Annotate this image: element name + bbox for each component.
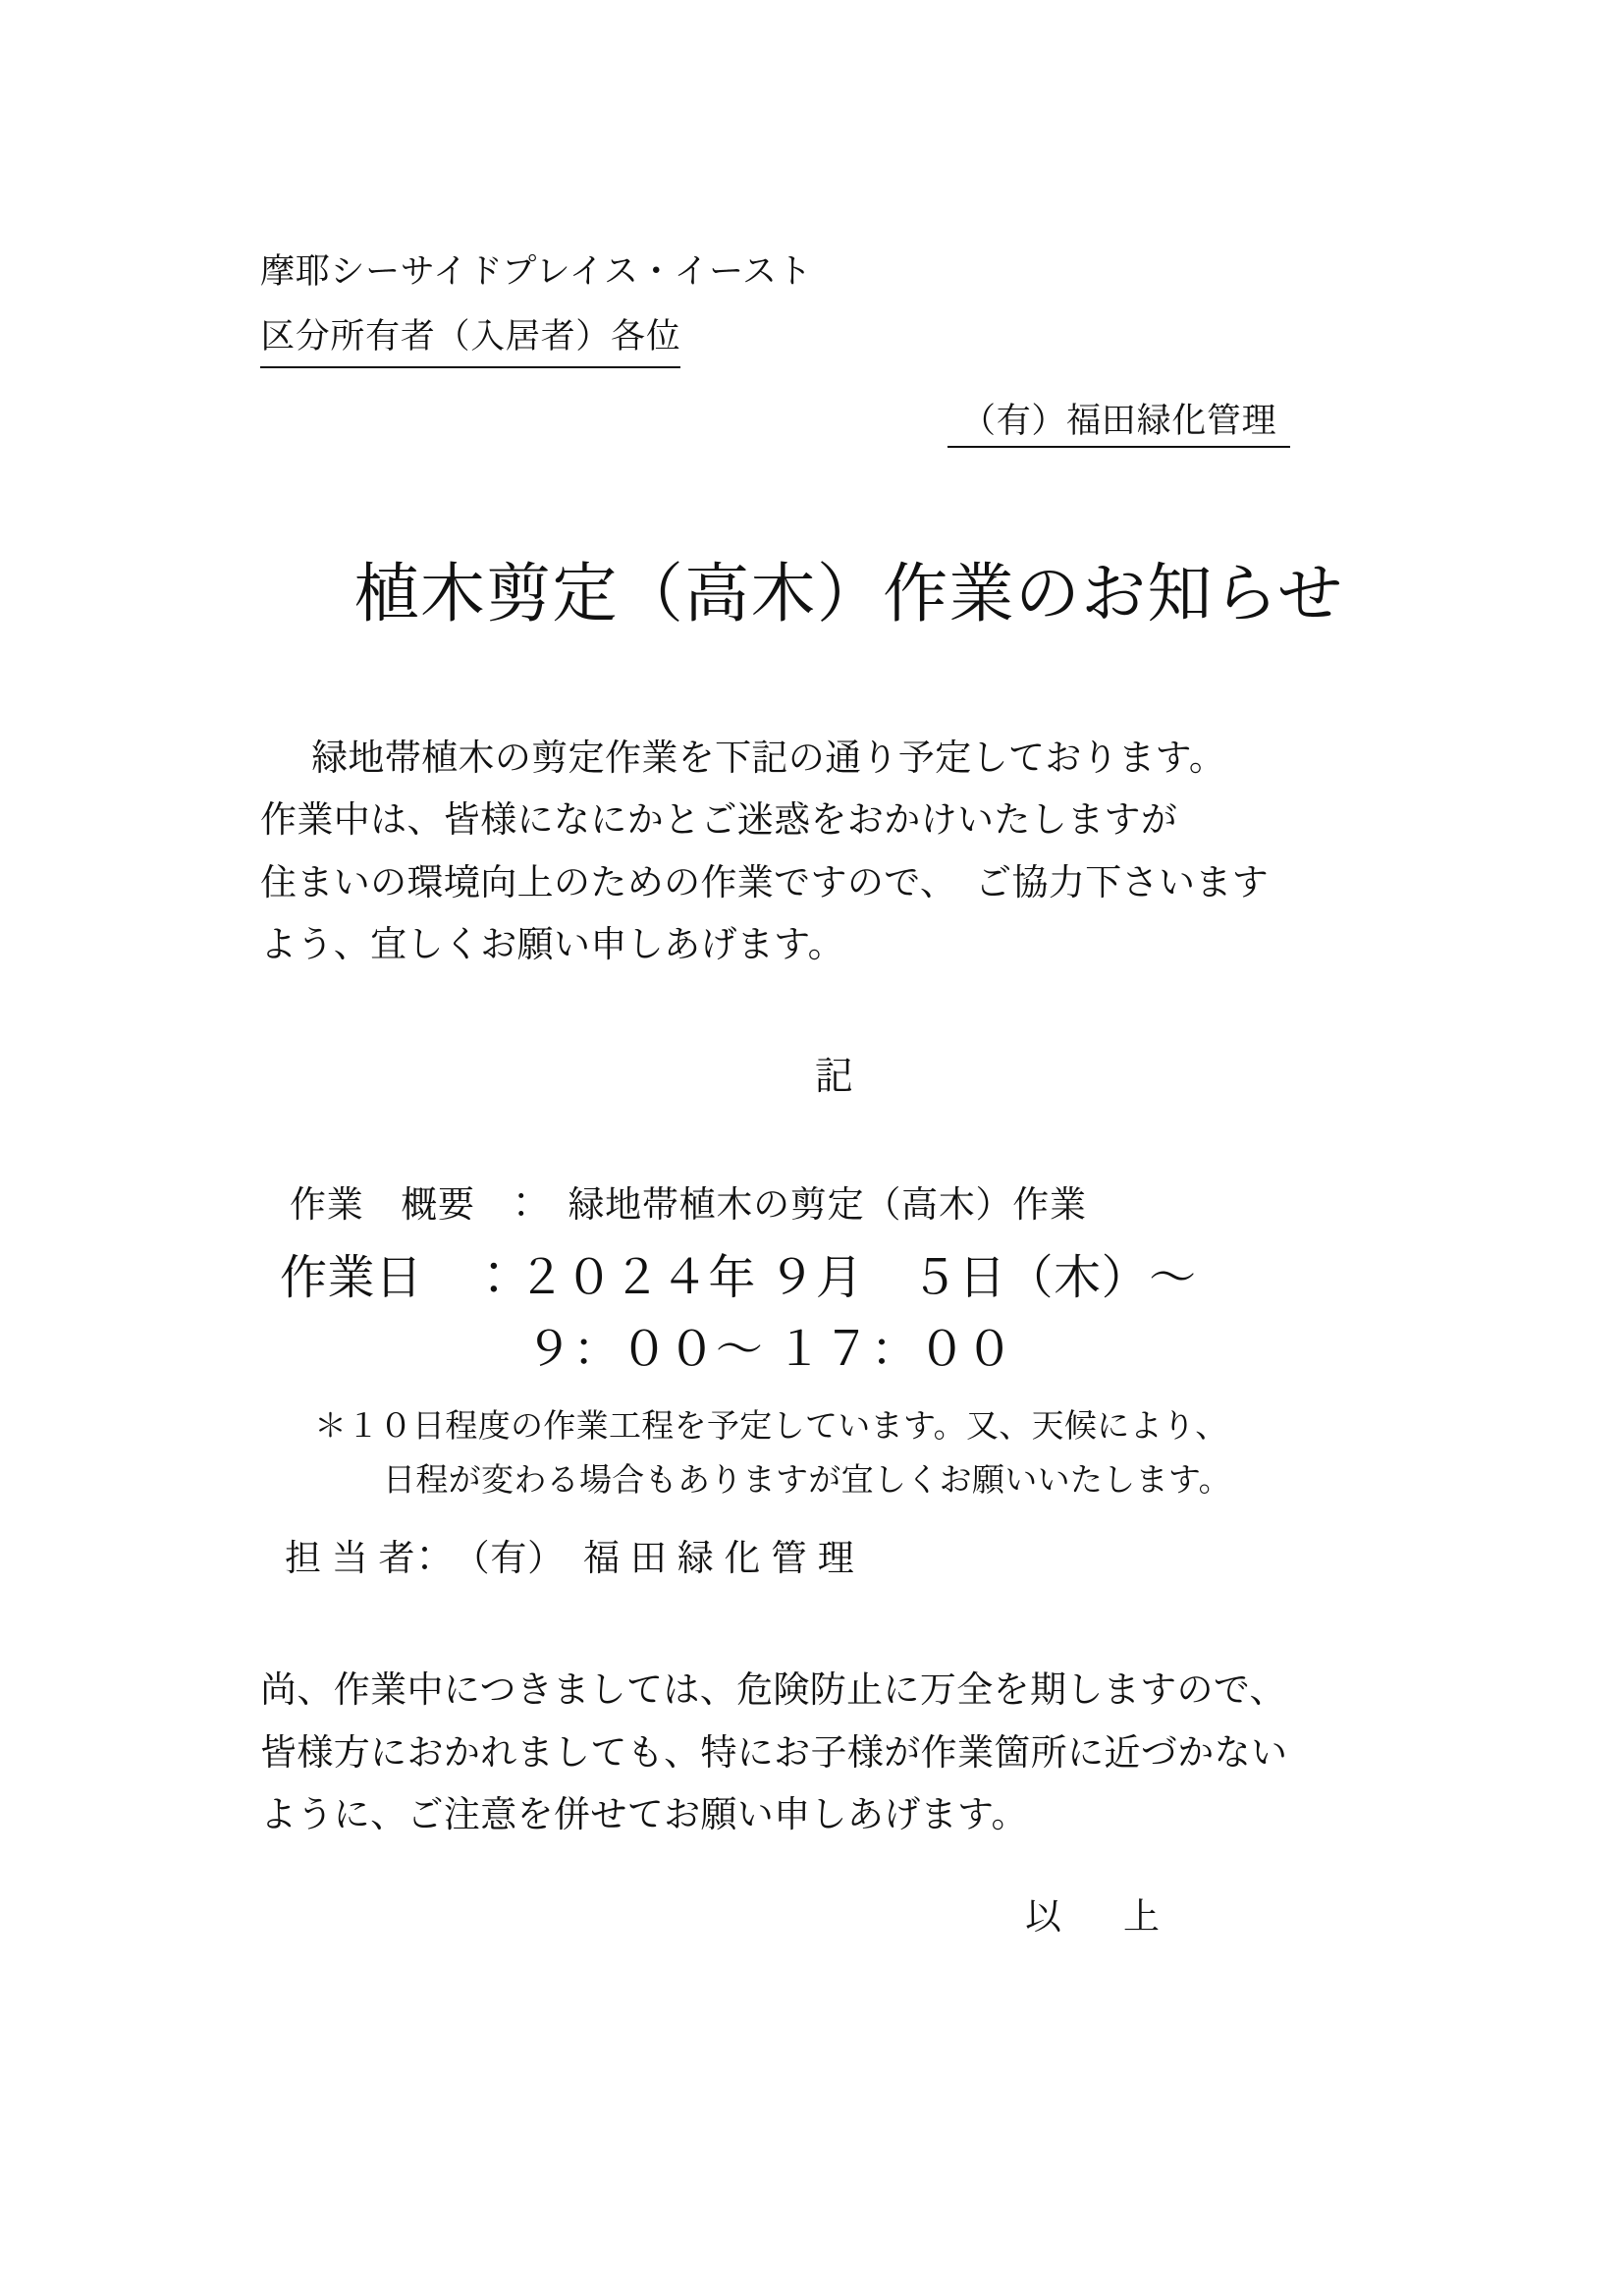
closing-line-2: 皆様方におかれましても、特にお子様が作業箇所に近づかない [260, 1732, 1288, 1774]
detail-note-line-1: ＊１０日程度の作業工程を予定しています。又、天候により、 [314, 1409, 1228, 1445]
addressee-block [260, 246, 1437, 368]
page-title: 植木剪定（高木）作業のお知らせ [353, 558, 1344, 630]
ki-marker: 記 [814, 1056, 853, 1098]
sender-row [260, 394, 1437, 448]
closing-line-3: ように、ご注意を併せてお願い申しあげます。 [260, 1795, 1028, 1836]
intro-line-4: よう、宜しくお願い申しあげます。 [260, 925, 844, 966]
addressee-building-name: 摩耶シーサイドプレイス・イースト [260, 252, 813, 291]
details-block [260, 1175, 1437, 1581]
addressee-recipients: 区分所有者（入居者）各位 [260, 310, 680, 367]
intro-paragraph [260, 728, 1437, 978]
detail-note-line-2: 日程が変わる場合もありますが宜しくお願いいたします。 [383, 1463, 1231, 1499]
ijou-closing-marker: 以 上 [1025, 1896, 1172, 1938]
detail-work-date: 作業日 ：２０２４年 ９月 ５日（木）〜 [280, 1252, 1197, 1304]
detail-work-summary: 作業 概要 ： 緑地帯植木の剪定（高木）作業 [290, 1185, 1087, 1226]
detail-work-time: ９：００〜 １７：００ [525, 1324, 1014, 1376]
intro-line-3: 住まいの環境向上のための作業ですので、 ご協力下さいます [260, 862, 1270, 903]
detail-person-in-charge: 担 当 者： （有） 福 田 緑 化 管 理 [285, 1539, 855, 1579]
intro-line-1: 緑地帯植木の剪定作業を下記の通り予定しております。 [311, 738, 1226, 779]
intro-line-2: 作業中は、皆様になにかとご迷惑をおかけいたしますが [260, 800, 1178, 842]
closing-paragraph [260, 1660, 1437, 1847]
sender-company: （有）福田緑化管理 [947, 394, 1290, 448]
closing-line-1: 尚、作業中につきましては、危険防止に万全を期しますので、 [260, 1670, 1286, 1711]
